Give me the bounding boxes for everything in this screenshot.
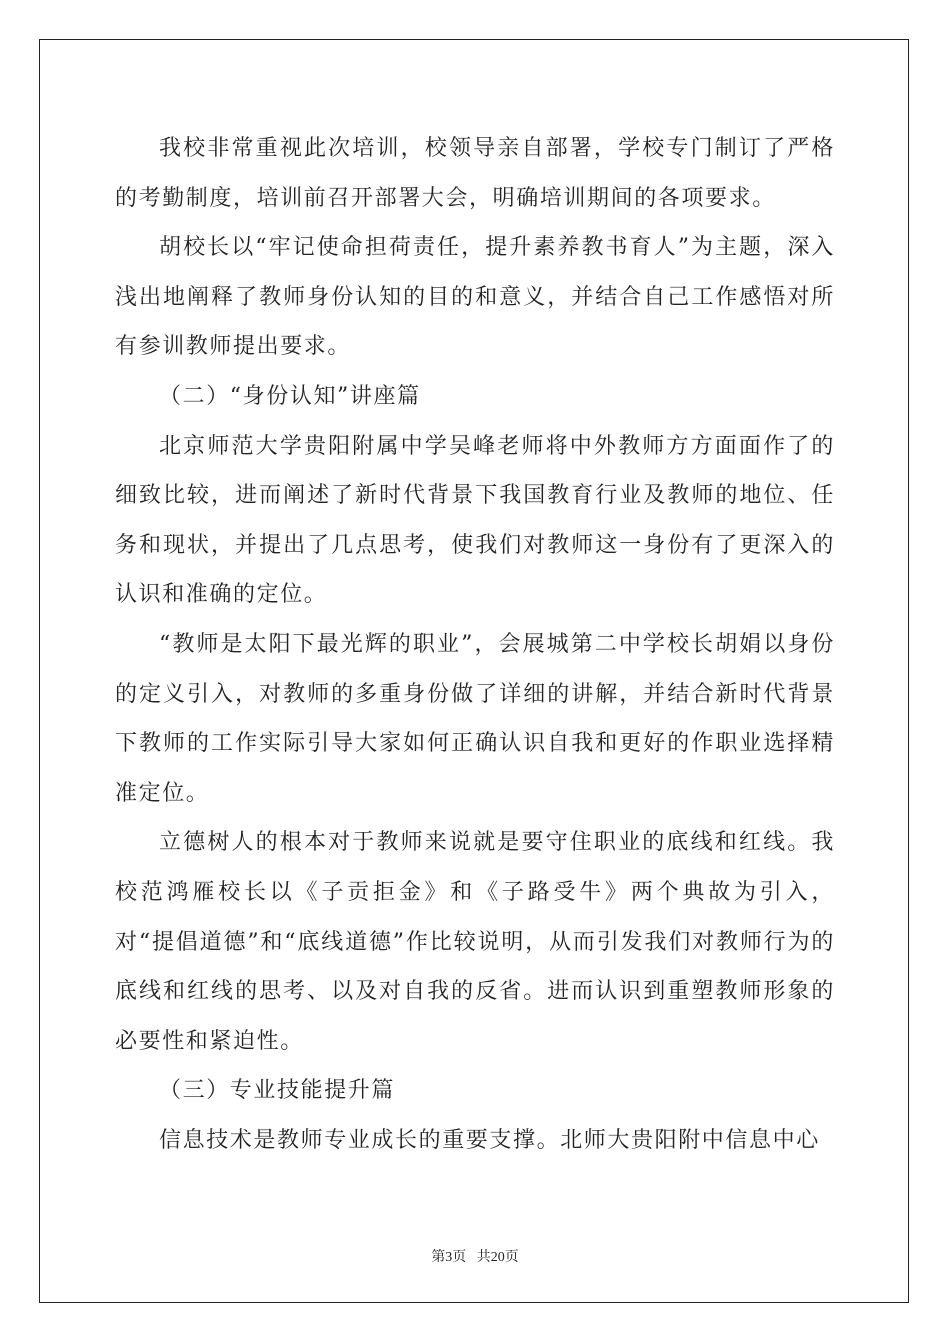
paragraph: 我校非常重视此次培训，校领导亲自部署，学校专门制订了严格的考勤制度，培训前召开部署大会，明确培训期间的各项要求。 [115,136,835,211]
page-number: 第3页 [431,1250,467,1265]
section-heading: （二）“身份认知”讲座篇 [159,383,421,409]
paragraph: 北京师范大学贵阳附属中学吴峰老师将中外教师方方面面作了的细致比较，进而阐述了新时代背景下我国教育行业及教师的地位、任务和现状，并提出了几点思考，使我们对教师这一身份有了更深入的认识和准确的定位。 [115,433,835,608]
document-body [115,124,835,1165]
paragraph: 立德树人的根本对于教师来说就是要守住职业的底线和红线。我校范鸿雁校长以《子贡拒金》和《子路受牛》两个典故为引入，对“提倡道德”和“底线道德”作比较说明，从而引发我们对教师行为的底线和红线的思考、以及对自我的反省。进而认识到重塑教师形象的必要性和紧迫性。 [115,830,835,1054]
paragraph: “教师是太阳下最光辉的职业”，会展城第二中学校长胡娟以身份的定义引入，对教师的多重身份做了详细的讲解，并结合新时代背景下教师的工作实际引导大家如何正确认识自我和更好的作职业选择精准定位。 [115,631,835,806]
page-total: 共20页 [476,1250,519,1265]
section-heading: （三）专业技能提升篇 [159,1078,396,1104]
page-footer [0,1246,950,1266]
paragraph: 胡校长以“牢记使命担荷责任，提升素养教书育人”为主题，深入浅出地阐释了教师身份认知的目的和意义，并结合自己工作感悟对所有参训教师提出要求。 [115,235,835,360]
paragraph: 信息技术是教师专业成长的重要支撑。北师大贵阳附中信息中心 [159,1127,820,1153]
